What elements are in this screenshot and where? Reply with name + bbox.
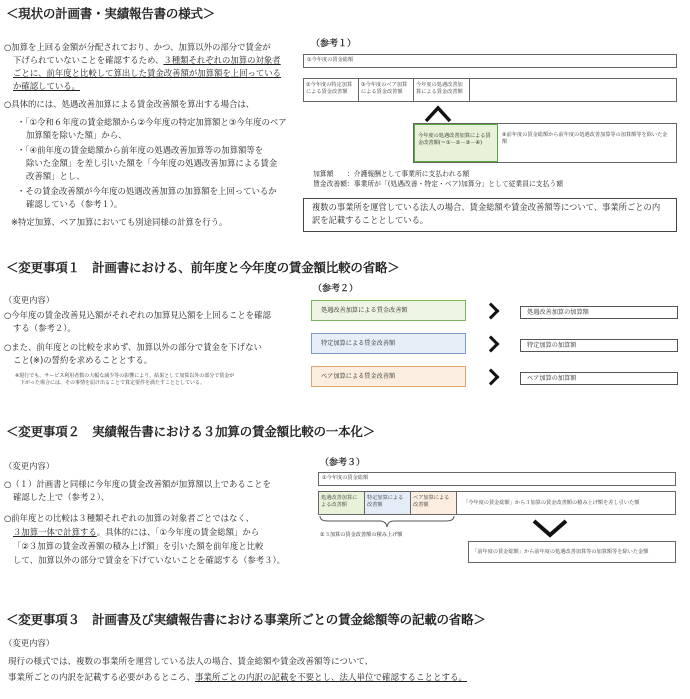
bullet-line: ・「④前年度の賃金総額から前年度の処遇改善加算等の加算額等を (17, 145, 264, 155)
figure-comparison-bar (413, 123, 677, 163)
up-chevron-icon (422, 104, 454, 124)
bullet-line: 改善額」とし、 (26, 171, 85, 181)
paragraph-line: 事業所ごとの内訳を記載する必要があるところ、事業所ごとの内訳の記載を不要とし、法人単位で確認することとする。 (8, 673, 468, 683)
paragraph-line: ○加算を上回る金額が分配されており、かつ、加算以外の部分で賃金が (4, 42, 271, 52)
footnote-line: ※現行でも、サービス利用者数の大幅な減少等の影響により、結果として加算以外の部分で賃金が (15, 373, 235, 379)
subheading: （変更内容） (4, 295, 55, 305)
paragraph-line: ３加算一体で計算する。具体的には、「①今年度の賃金総額」から (13, 527, 260, 537)
paragraph-line: ○前年度との比較は３種類それぞれの加算の対象者ごとではなく、 (4, 513, 255, 523)
paragraph-line: こと(※)の誓約を求めることとする。 (13, 355, 153, 365)
legend-line: 加算額 ：介護報酬として事業所に支払われる額 (313, 170, 470, 178)
row-output: 特定加算の加算額 (520, 339, 678, 352)
figure-cell: ベア加算による改善額 (411, 492, 457, 514)
section-heading-current-format: ＜現状の計画書・実績報告書の様式＞ (6, 6, 216, 21)
paragraph-line: ごとに、前年度と比較して算出した賃金改善額が加算額を上回っている (13, 68, 281, 78)
paragraph-line: して、加算以外の部分で賃金を下げていないことを確認する（参考３）。 (13, 555, 286, 565)
figure-cell: 特定加算による改善額 (365, 492, 411, 514)
legend-line: 賃金改善額：事業所が「(処遇改善・特定・ベア)加算分」として従業員に支払う額 (313, 180, 563, 188)
figure-caption: ②３加算の賃金改善額の積み上げ額 (320, 532, 403, 538)
paragraph-line: ○今年度の賃金改善見込額がそれぞれの加算見込額を上回ることを確認 (4, 310, 271, 320)
figure-cell: 「今年度の賃金総額」から３加算の賃金改善額の積み上げ額を差し引いた額 (463, 500, 640, 506)
callout-box: 複数の事業所を運営している法人の場合、賃金総額や賃金改善額等について、事業所ごとの内訳を記載することとしている。 (303, 198, 677, 232)
row-label-specific: 特定加算による賃金改善額 (311, 333, 466, 354)
bullet-line: ・その賃金改善額が今年度の処遇改善加算の加算額を上回っているか (17, 186, 277, 196)
figure-previous-year-bar: 「前年度の賃金総額」から前年度の処遇改善加算等の加算額等を除いた金額 (468, 541, 676, 563)
row-output: ベア加算の加算額 (520, 372, 678, 385)
figure-breakdown-bar (318, 491, 676, 515)
figure-breakdown-bar (303, 78, 677, 102)
section-heading-change-2: ＜変更事項２ 実績報告書における３加算の賃金額比較の一本化＞ (6, 424, 376, 439)
reference-label: （参考３） (320, 458, 366, 468)
paragraph-line: か確認している。 (13, 81, 80, 91)
figure-cell: 今年度の処遇改善加算による賃金改善額 (414, 79, 470, 101)
figure-cell: ②今年度の特定加算による賃金改善額 (304, 79, 359, 101)
paragraph-line: 「②３加算の賃金改善額の積み上げ額」を引いた額を前年度と比較 (13, 541, 264, 551)
subheading: （変更内容） (4, 638, 55, 648)
reference-label: （参考２） (313, 284, 359, 294)
row-output: 処遇改善加算の加算額 (520, 306, 678, 319)
bullet-line: ・「①令和６年度の賃金総額から②今年度の特定加算額と③今年度のベア (17, 117, 287, 127)
reference-label: （参考１） (311, 39, 357, 49)
figure-total-wage-bar: ①今年度の賃金総額 (318, 472, 676, 486)
bullet-line: 加算額を除いた額」から、 (26, 130, 127, 140)
section-heading-change-3: ＜変更事項３ 計画書及び実績報告書における事業所ごとの賃金総額等の記載の省略＞ (6, 612, 486, 627)
figure-highlight-cell: 今年度の処遇改善加算による賃金改善額(＝①－②－③－④) (414, 124, 498, 162)
footnote-line: 下がった場合には、その事情を届け出ることで算定要件を満たすこととしている。 (15, 380, 206, 386)
chevron-right-icon (483, 336, 500, 353)
figure-total-wage-bar: ①今年度の賃金総額 (303, 54, 677, 68)
subheading: （変更内容） (4, 461, 55, 471)
chevron-right-icon (483, 369, 500, 386)
brace-icon (318, 515, 458, 531)
figure-cell: ③今年度のベア加算による賃金改善額 (359, 79, 414, 101)
row-label-treatment: 処遇改善加算による賃金改善額 (311, 300, 466, 321)
paragraph-line: 下げられていないことを確認するため、３種類それぞれの加算の対象者 (13, 55, 281, 65)
down-chevron-icon (530, 517, 570, 539)
row-label-base-up: ベア加算による賃金改善額 (311, 366, 466, 387)
figure-cell: ④前年度の賃金総額から前年度の処遇改善加算等の加算額等を除いた金額 (502, 132, 668, 145)
paragraph-line: ○具体的には、処遇改善加算による賃金改善額を算出する場合は、 (4, 99, 255, 109)
paragraph-line: 確認した上で（参考２）、 (13, 492, 110, 502)
paragraph-line: 現行の様式では、複数の事業所を運営している法人の場合、賃金総額や賃金改善額等について、 (8, 657, 374, 667)
bullet-line: 確認している（参考１）。 (26, 199, 123, 209)
chevron-right-icon (483, 303, 500, 320)
paragraph-line: ○また、前年度との比較を求めず、加算以外の部分で賃金を下げない (4, 342, 262, 352)
section-heading-change-1: ＜変更事項１ 計画書における、前年度と今年度の賃金額比較の省略＞ (6, 260, 400, 275)
bullet-line: 除いた金額」を差し引いた額を「今年度の処遇改善加算による賃金 (26, 158, 278, 168)
paragraph-line: する（参考２）。 (13, 323, 76, 333)
note: ※特定加算、ベア加算においても別途同様の計算を行う。 (11, 217, 228, 227)
figure-cell: 処遇改善加算による改善額 (319, 492, 365, 514)
paragraph-line: ○（１）計画書と同様に今年度の賃金改善額が加算額以上であることを (4, 479, 271, 489)
